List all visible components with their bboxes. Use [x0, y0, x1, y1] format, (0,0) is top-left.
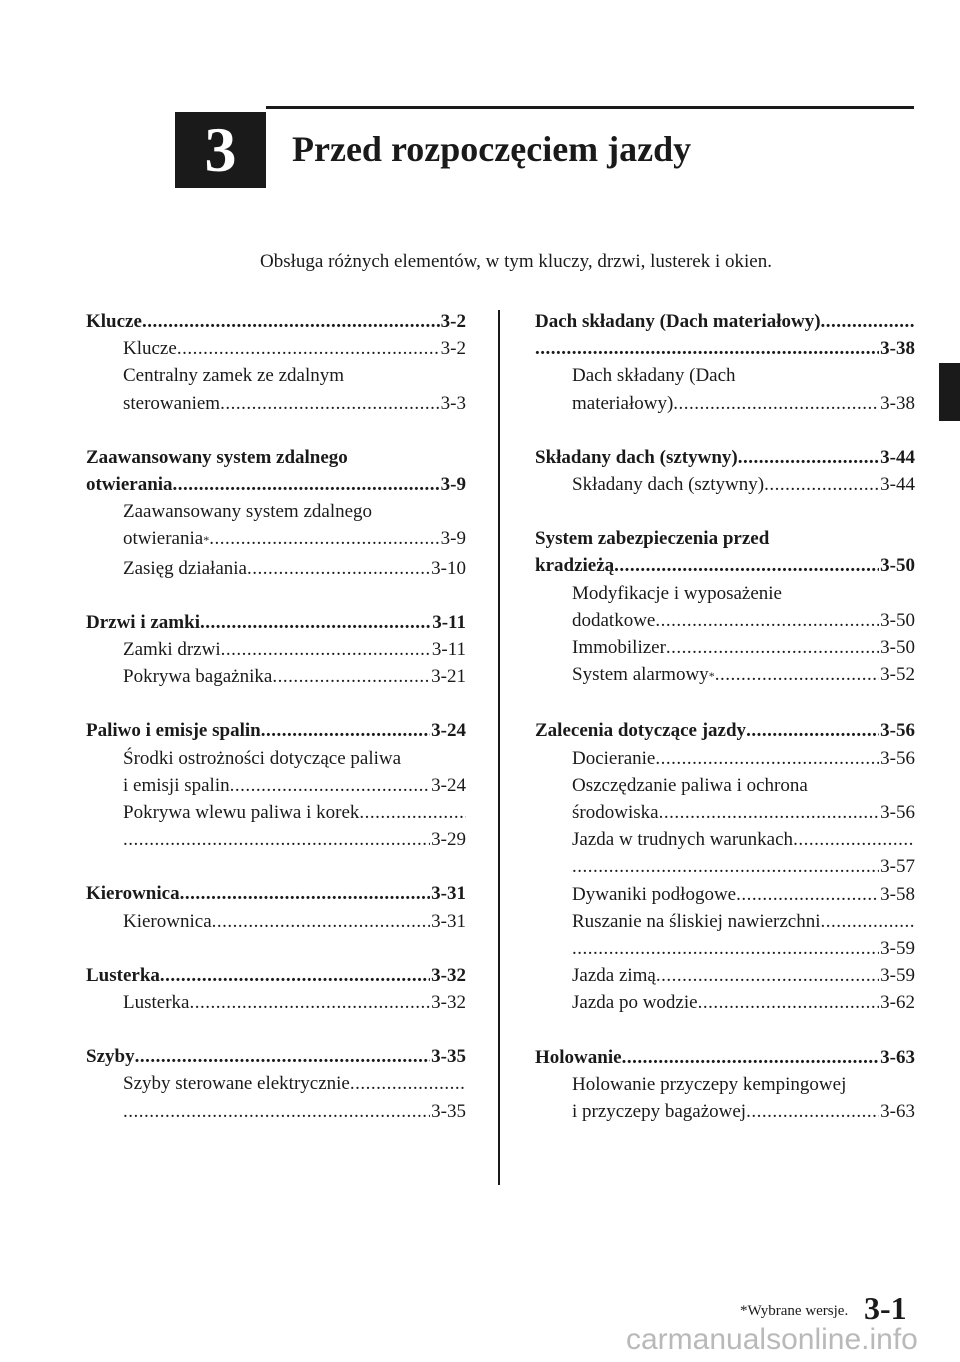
toc-subentry[interactable]	[86, 826, 466, 853]
toc-page-ref: 3-9	[440, 474, 466, 496]
toc-entry-text: materiałowy)	[572, 392, 674, 414]
toc-dot-leader	[173, 471, 440, 498]
toc-entry-text: Składany dach (sztywny)	[535, 446, 738, 468]
toc-dot-leader	[209, 525, 439, 552]
toc-entry-text: Pokrywa bagażnika	[123, 666, 273, 688]
toc-page-ref: 3-11	[431, 639, 466, 661]
toc-dot-leader	[272, 663, 430, 690]
optional-mark: *	[708, 669, 715, 684]
toc-entry-text: Drzwi i zamki	[86, 611, 200, 633]
toc-section	[535, 717, 915, 1016]
toc-subentry[interactable]	[535, 935, 915, 962]
toc-subentry[interactable]	[86, 772, 466, 799]
chapter-intro: Obsługa różnych elementów, w tym kluczy, drzwi, lusterek i okien.	[260, 251, 772, 272]
toc-dot-leader	[655, 607, 879, 634]
column-divider	[498, 310, 500, 1185]
toc-page-ref: 3-11	[432, 611, 466, 633]
toc-page-ref: 3-50	[880, 555, 915, 577]
toc-entry-text: Szyby sterowane elektrycznie	[123, 1073, 350, 1095]
toc-section	[86, 609, 466, 691]
toc-entry-text: Kierownica	[86, 883, 180, 905]
watermark: carmanualsonline.info	[626, 1323, 918, 1356]
toc-page-ref: 3-35	[431, 1046, 466, 1068]
toc-page-ref: 3-56	[880, 747, 915, 769]
toc-section	[86, 962, 466, 1016]
toc-subentry-line	[86, 745, 466, 772]
toc-subentry[interactable]	[535, 390, 915, 417]
toc-page-ref: 3-24	[431, 720, 466, 742]
toc-dot-leader	[359, 799, 466, 826]
toc-section-heading[interactable]	[535, 552, 915, 579]
toc-entry-text: Dach składany (Dach materiałowy)	[535, 311, 821, 332]
toc-column-left	[86, 308, 466, 1152]
toc-dot-leader	[160, 962, 430, 989]
toc-dot-leader	[247, 555, 430, 582]
toc-page-ref: 3-44	[880, 446, 915, 468]
toc-entry-text: Immobilizer	[572, 637, 666, 659]
toc-entry-text: Klucze	[123, 338, 177, 360]
toc-entry-text: dodatkowe	[572, 609, 656, 631]
toc-subentry-line	[535, 362, 915, 389]
toc-section-heading[interactable]	[535, 717, 915, 744]
toc-dot-leader	[614, 552, 879, 579]
toc-section	[86, 717, 466, 853]
toc-page-ref: 3-21	[431, 666, 466, 688]
toc-subentry-line	[535, 772, 915, 799]
toc-page-ref: 3-58	[880, 883, 915, 905]
toc-subentry[interactable]	[535, 607, 915, 634]
toc-dot-leader	[221, 636, 431, 663]
toc-entry-text: Zamki drzwi	[123, 639, 221, 661]
toc-dot-leader	[123, 826, 430, 853]
toc-entry-text: Zaawansowany system zdalnego	[86, 446, 348, 468]
toc-page-ref: 3-31	[431, 883, 466, 905]
toc-entry-text: Lusterka	[123, 992, 190, 1014]
chapter-number-box	[175, 112, 266, 188]
toc-page-ref: 3-31	[431, 910, 466, 932]
toc-page-ref: 3-2	[440, 338, 466, 360]
toc-section-heading[interactable]	[535, 444, 915, 471]
toc-subentry[interactable]	[535, 853, 915, 880]
toc-dot-leader	[200, 609, 431, 636]
toc-section-heading[interactable]	[86, 717, 466, 744]
toc-entry-text: Kierownica	[123, 910, 212, 932]
toc-dot-leader	[666, 634, 879, 661]
toc-page-ref: 3-3	[440, 392, 466, 414]
toc-entry-text: sterowaniem	[123, 392, 221, 414]
toc-dot-leader	[177, 335, 440, 362]
toc-entry-text: Dywaniki podłogowe	[572, 883, 737, 905]
toc-entry-text: Zaawansowany system zdalnego	[123, 501, 373, 523]
toc-subentry-line	[86, 498, 466, 525]
toc-dot-leader	[230, 772, 431, 799]
toc-dot-leader	[656, 962, 879, 989]
toc-subentry[interactable]	[86, 908, 466, 935]
toc-column-right	[535, 308, 915, 1152]
toc-dot-leader	[135, 1043, 431, 1070]
toc-dot-leader	[189, 989, 430, 1016]
toc-page-ref: 3-9	[440, 528, 466, 550]
toc-subentry[interactable]	[535, 908, 915, 935]
toc-dot-leader	[698, 989, 880, 1016]
toc-section	[86, 308, 466, 417]
toc-dot-leader	[673, 390, 879, 417]
toc-subentry[interactable]	[535, 471, 915, 498]
toc-section-heading[interactable]	[86, 308, 466, 335]
toc-entry-text: otwierania	[123, 528, 204, 550]
footnote: *Wybrane wersje.	[740, 1303, 849, 1319]
toc-dot-leader	[821, 308, 915, 335]
toc-entry-text: Szyby	[86, 1046, 135, 1068]
toc-dot-leader	[736, 881, 879, 908]
toc-subentry[interactable]	[535, 989, 915, 1016]
toc-subentry[interactable]	[86, 555, 466, 582]
chapter-title: Przed rozpoczęciem jazdy	[292, 129, 692, 169]
optional-mark: *	[203, 533, 210, 548]
toc-page-ref: 3-50	[880, 637, 915, 659]
toc-entry-text: Jazda zimą	[572, 965, 656, 987]
toc-subentry[interactable]	[535, 799, 915, 826]
toc-section-heading-line[interactable]	[535, 308, 915, 335]
toc-subentry[interactable]	[86, 989, 466, 1016]
toc-section-heading[interactable]	[86, 1043, 466, 1070]
toc-dot-leader	[715, 661, 879, 688]
toc-page-ref: 3-35	[431, 1100, 466, 1122]
toc-subentry[interactable]	[86, 335, 466, 362]
toc-subentry[interactable]	[86, 799, 466, 826]
toc-dot-leader	[622, 1044, 880, 1071]
toc-dot-leader	[212, 908, 431, 935]
chapter-side-tab	[939, 363, 960, 421]
toc-dot-leader	[821, 908, 915, 935]
toc-subentry[interactable]	[86, 636, 466, 663]
toc-entry-text: Środki ostrożności dotyczące paliwa	[123, 747, 402, 769]
toc-subentry[interactable]	[535, 826, 915, 853]
toc-dot-leader	[572, 853, 879, 880]
toc-subentry[interactable]	[86, 525, 466, 554]
toc-page-ref: 3-59	[880, 938, 915, 960]
toc-page-ref: 3-56	[880, 802, 915, 824]
toc-entry-text: System alarmowy	[572, 664, 709, 686]
toc-entry-text: kradzieżą	[535, 555, 615, 577]
toc-entry-text: otwierania	[86, 474, 173, 496]
toc-subentry[interactable]	[86, 1070, 466, 1097]
toc-entry-text: Jazda w trudnych warunkach	[572, 829, 794, 851]
toc-dot-leader	[123, 1098, 430, 1125]
toc-section	[86, 1043, 466, 1125]
toc-dot-leader	[764, 471, 879, 498]
toc-entry-text: Centralny zamek ze zdalnym	[123, 365, 345, 387]
toc-page-ref: 3-50	[880, 609, 915, 631]
toc-subentry[interactable]	[535, 1098, 915, 1125]
toc-entry-text: Zasięg działania	[123, 557, 247, 579]
toc-entry-text: Pokrywa wlewu paliwa i korek	[123, 802, 360, 824]
toc-section-heading[interactable]	[535, 335, 915, 362]
toc-page-ref: 3-57	[880, 856, 915, 878]
toc-section	[535, 525, 915, 690]
toc-entry-text: Klucze	[86, 311, 142, 332]
toc-dot-leader	[535, 335, 879, 362]
toc-dot-leader	[738, 444, 879, 471]
toc-entry-text: Ruszanie na śliskiej nawierzchni	[572, 910, 821, 932]
toc-entry-text: Zalecenia dotyczące jazdy	[535, 720, 747, 742]
toc-page-ref: 3-32	[431, 964, 466, 986]
toc-dot-leader	[793, 826, 915, 853]
toc-page-ref: 3-38	[880, 392, 915, 414]
toc-entry-text: Holowanie	[535, 1046, 622, 1068]
toc-subentry-line	[535, 1071, 915, 1098]
toc-entry-text: Dach składany (Dach	[572, 365, 736, 387]
toc-entry-text: System zabezpieczenia przed	[535, 528, 770, 550]
toc-dot-leader	[350, 1070, 466, 1097]
toc-page-ref: 3-59	[880, 965, 915, 987]
toc-entry-text: i emisji spalin	[123, 774, 230, 796]
toc-page-ref: 3-62	[880, 992, 915, 1014]
toc-page-ref: 3-10	[431, 557, 466, 579]
toc-entry-text: i przyczepy bagażowej	[572, 1101, 747, 1123]
toc-section-heading[interactable]	[86, 471, 466, 498]
toc-section	[535, 308, 915, 417]
toc-section-heading[interactable]	[86, 880, 466, 907]
toc-subentry[interactable]	[535, 745, 915, 772]
toc-dot-leader	[659, 799, 880, 826]
toc-section	[535, 1044, 915, 1126]
toc-dot-leader	[746, 717, 879, 744]
toc-subentry[interactable]	[535, 881, 915, 908]
toc-entry-text: Paliwo i emisje spalin	[86, 720, 261, 742]
toc-page-ref: 3-44	[880, 474, 915, 496]
toc-dot-leader	[572, 935, 879, 962]
toc-entry-text: Docieranie	[572, 747, 656, 769]
toc-page-ref: 3-52	[880, 664, 915, 686]
toc-dot-leader	[220, 390, 440, 417]
toc-entry-text: środowiska	[572, 802, 659, 824]
toc-entry-text: Holowanie przyczepy kempingowej	[572, 1073, 847, 1095]
toc-section	[86, 880, 466, 934]
toc-dot-leader	[655, 745, 879, 772]
toc-page-ref: 3-29	[431, 829, 466, 851]
toc-entry-text: Składany dach (sztywny)	[572, 474, 765, 496]
toc-page-ref: 3-63	[880, 1046, 915, 1068]
toc-section-heading[interactable]	[86, 609, 466, 636]
chapter-number: 3	[204, 114, 237, 185]
toc-section	[535, 444, 915, 498]
toc-subentry[interactable]	[86, 390, 466, 417]
toc-subentry[interactable]	[535, 634, 915, 661]
toc-section-heading-line	[86, 444, 466, 471]
toc-subentry[interactable]	[86, 1098, 466, 1125]
toc-dot-leader	[746, 1098, 879, 1125]
toc-section-heading[interactable]	[535, 1044, 915, 1071]
toc-section	[86, 444, 466, 582]
toc-entry-text: Lusterka	[86, 964, 160, 986]
toc-dot-leader	[142, 308, 440, 335]
toc-subentry[interactable]	[535, 962, 915, 989]
toc-entry-text: Modyfikacje i wyposażenie	[572, 582, 782, 604]
toc-entry-text: Oszczędzanie paliwa i ochrona	[572, 774, 808, 796]
toc-subentry[interactable]	[535, 661, 915, 690]
toc-page-ref: 3-32	[431, 992, 466, 1014]
toc-dot-leader	[261, 717, 430, 744]
toc-page-ref: 3-56	[880, 720, 915, 742]
toc-page-ref: 3-2	[440, 311, 466, 332]
toc-page-ref: 3-63	[880, 1101, 915, 1123]
page-number: 3-1	[864, 1290, 907, 1326]
toc-page-ref: 3-24	[431, 774, 466, 796]
toc-subentry-line	[535, 580, 915, 607]
toc-section-heading[interactable]	[86, 962, 466, 989]
header-rule	[266, 106, 914, 109]
toc-section-heading-line	[535, 525, 915, 552]
toc-page-ref: 3-38	[880, 338, 915, 360]
toc-dot-leader	[180, 880, 431, 907]
toc-subentry-line	[86, 362, 466, 389]
toc-entry-text: Jazda po wodzie	[572, 992, 698, 1014]
toc-subentry[interactable]	[86, 663, 466, 690]
